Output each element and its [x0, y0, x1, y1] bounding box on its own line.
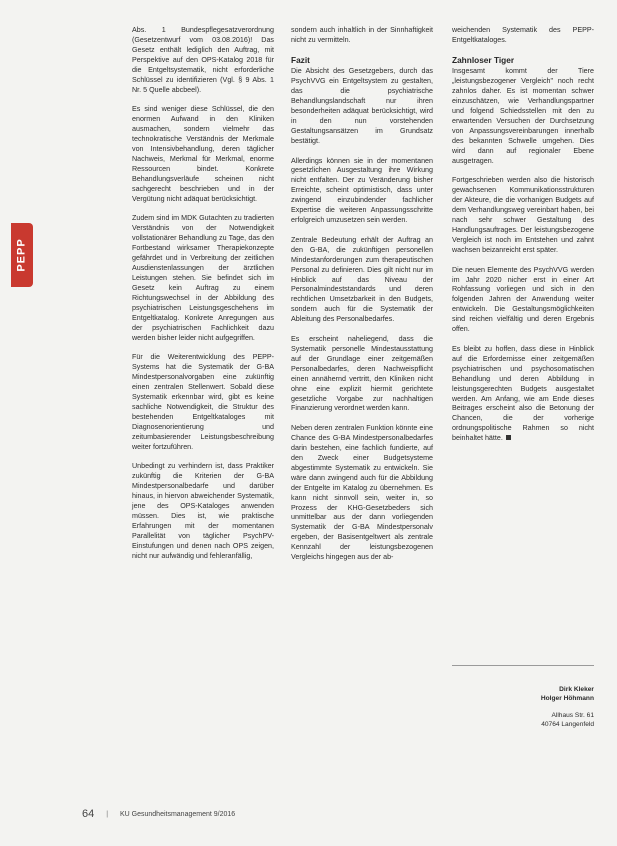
text-column-2	[291, 26, 433, 573]
page-footer	[82, 808, 235, 820]
end-of-article-mark	[506, 435, 511, 440]
paragraph: Unbedingt zu verhindern ist, dass Praktiker zukünftig die Kriterien der G-BA Mindestpersonalbedarfe und darüber hinaus, in hiervon abweichender Systematik, jene des OPS-Kataloges anwenden müssen. Dies ist, wie praktische Erfahrungen mit der momentanen Parallelität von täglicher PsychPV-Einstufungen und denen nach OPS zeigen, nicht nur aufwändig und fehleranfällig,	[132, 462, 274, 560]
journal-name: KU Gesundheitsmanagement 9/2016	[119, 811, 236, 818]
section-tab	[11, 223, 33, 287]
paragraph: Zentrale Bedeutung erhält der Auftrag an den G-BA, die zukünftigen personellen Mindestanforderungen zum therapeutischen Personal zu definieren. Dies gilt nicht nur im Hinblick auf das Niveau der Personalmindeststandards und deren rechtlichen Umsetzbarkeit in den Budgets, sondern auch für die Systematik der Ableitung des Personalbedarfes.	[291, 235, 433, 324]
final-paragraph-text: Es bleibt zu hoffen, dass diese in Hinblick auf die Erfordernisse einer zeitgemäßen psychiatrischen und psychosomatischen Behandlung und deren Abbildung in leistungsgerechten Budgets ausgestaltet werden. Am Anfang, wie am Ende dieses Beitrages erscheint also die Betonung der Chancen, die der vorherige ordnungspolitische Rahmen so nicht beinhaltet hätte.	[452, 344, 594, 443]
paragraph: Abs. 1 Bundespflegesatzverordnung (Gesetzentwurf vom 03.08.2016)! Das Gesetz enthält lediglich den Auftrag, mit Perspektive auf den OPS-Katalog 2018 für die Entgeltsystematik, nicht erforderliche Schlüssel zu identifizieren (Vgl. § 9 Abs. 1 Nr. 5 Quelle abcbeel).	[132, 26, 274, 94]
author-block	[452, 685, 594, 729]
author-address-street: Allhaus Str. 61	[551, 712, 594, 719]
paragraph: Für die Weiterentwicklung des PEPP-Systems hat die Systematik der G-BA Mindestpersonalvorgaben eine zukünftig einen zentralen Stellenwert. Sobald diese Systematik erkennbar wird, gibt es keine sachliche Notwendigkeit, die Struktur des bestehenden Entgeltkataloges mit Diagnosenorientierung und zeitumbasierender Leistungsbeschreibung weiter fortzuführen.	[132, 353, 274, 451]
section-tab-label: PEPP	[16, 238, 29, 272]
paragraph-continued: sondern auch inhaltlich in der Sinnhaftigkeit nicht zu vermitteln.	[291, 26, 433, 44]
paragraph-continued: weichenden Systematik des PEPP-Entgeltkataloges.	[452, 26, 594, 44]
paragraph: Zudem sind im MDK Gutachten zu tradierten Verständnis von der Notwendigkeit vollstationärer Behandlung zu Tage, das den Fortbestand wirksamer Therapiekonzepte gefährdet und in Verbreitung der zeitlichen Ausdienstenlassungen der ärztlichen Leistungen stehen. Sie befindet sich im Gesetz kein Auftrag zu einem Richtungswechsel in der Abbildung des psychiatrischen Leistungsgeschehens im Entgeltkatalog. Konkrete Anregungen aus der psychiatrischen Fachlichkeit dazu werden bisher leider nicht aufgegriffen.	[132, 214, 274, 342]
author-address-city: 40764 Langenfeld	[541, 721, 594, 728]
author-name: Holger Höhmann	[540, 695, 594, 702]
paragraph: Insgesamt kommt der Tiere „leistungsbezogener Vergleich" noch recht zahnlos daher. Es ist momentan schwer einzuschätzen, wie Verhandlungspartner und folgend Schiedsstellen mit den zu erwartenden Versuchen der Durchsetzung von Anpassungsvereinbarungen innerhalb des bekannten Schwelle umgehen. Dies wird dann auf regionaler Ebene ausgetragen.	[452, 67, 594, 165]
paragraph: Fortgeschrieben werden also die historisch gewachsenen Kommunikationsstrukturen der Akteure, die die vorhanigen Budgets auf dem Verhandlungsweg vereinbart haben, bei nach sehr schwer Gestaltung des Handlungsauftrages. Der leistungsbezogene Vergleich ist noch im Entstehen und zahnt wachsen beizanreicht erst später.	[452, 176, 594, 255]
author-name: Dirk Kleker	[559, 686, 594, 693]
paragraph-final	[452, 345, 594, 445]
paragraph: Es erscheint naheliegend, dass die Systematik personelle Mindestausstattung auf der Grundlage einer zeitgemäßen Personalbedarfes, deren Nachweispflicht einen annähernd vertritt, den Kliniken nicht ohne eine explizit hiermit gerichtete gesetzliche Vorgabe zur nachhaltigen Finanzierung verordnet werden kann.	[291, 334, 433, 413]
paragraph: Allerdings können sie in der momentanen gesetzlichen Ausgestaltung ihre Wirkung nicht entfalten. Der zu Veränderung bisher Erreichte, scheint optimistisch, dass unter zwingend einzubindender fachlicher Expertise die weiteren Anpassungsschritte erfolgreich umzusetzen sein werden.	[291, 156, 433, 225]
paragraph: Neben deren zentralen Funktion könnte eine Chance des G-BA Mindestpersonalbedarfes darin bestehen, eine fachlich fundierte, auf den Zweck einer Budgetsysteme abgestimmte Systematik zu entwickeln. Sie wäre dann zwingend auch für die Abbildung der Entgelte im Katalog zu übernehmen. Es kann nicht sinnvoll sein, weiter in, so Prozess der KHG-Gesetzbeders sich unmittelbar aus der dann vorliegenden Systematik der G-BA Mindestpersonalv ergeben, der Basisentgeltwert als zentrale Kennzahl der leistungsbezogenen Vergleichs hingegen aus der ab-	[291, 423, 433, 562]
paragraph: Die Absicht des Gesetzgebers, durch das PsychVVG ein Entgeltsystem zu gestalten, das die psychiatrische Behandlungslandschaft nur ihren besonderheiten adäquat berücksichtigt, wird in den nun vorstehenden Gestaltungsansätzen im Grundsatz bestätigt.	[291, 67, 433, 146]
paragraph: Es sind weniger diese Schlüssel, die den enormen Aufwand in den Kliniken ausmachen, sondern vielmehr das technokratische Verständnis der Merkmale von Intensivbehandlung, deren täglicher Nachweis, Merkmal für Merkmal, enorme Ressourcen bindet. Konkrete Behandlungsverläufe scheinen nicht sachgerecht beschrieben und in der Vergütung nicht adäquat berücksichtigt.	[132, 105, 274, 203]
section-heading-tiger: Zahnloser Tiger	[452, 55, 515, 66]
author-divider	[452, 665, 594, 666]
footer-separator: |	[106, 811, 109, 818]
paragraph: Die neuen Elemente des PsychVVG werden im Jahr 2020 nicher erst in einer Art Rohfassung vorliegen und sich in den folgenden Jahren der Anwendung weiter entwickeln. Die Gestaltungsmöglichkeiten sind reichen vielfältig und deren Ergebnis offen.	[452, 265, 594, 334]
section-heading-fazit: Fazit	[291, 55, 310, 66]
text-column-1	[132, 26, 274, 571]
page-number: 64	[82, 808, 95, 820]
text-column-3	[452, 26, 594, 454]
